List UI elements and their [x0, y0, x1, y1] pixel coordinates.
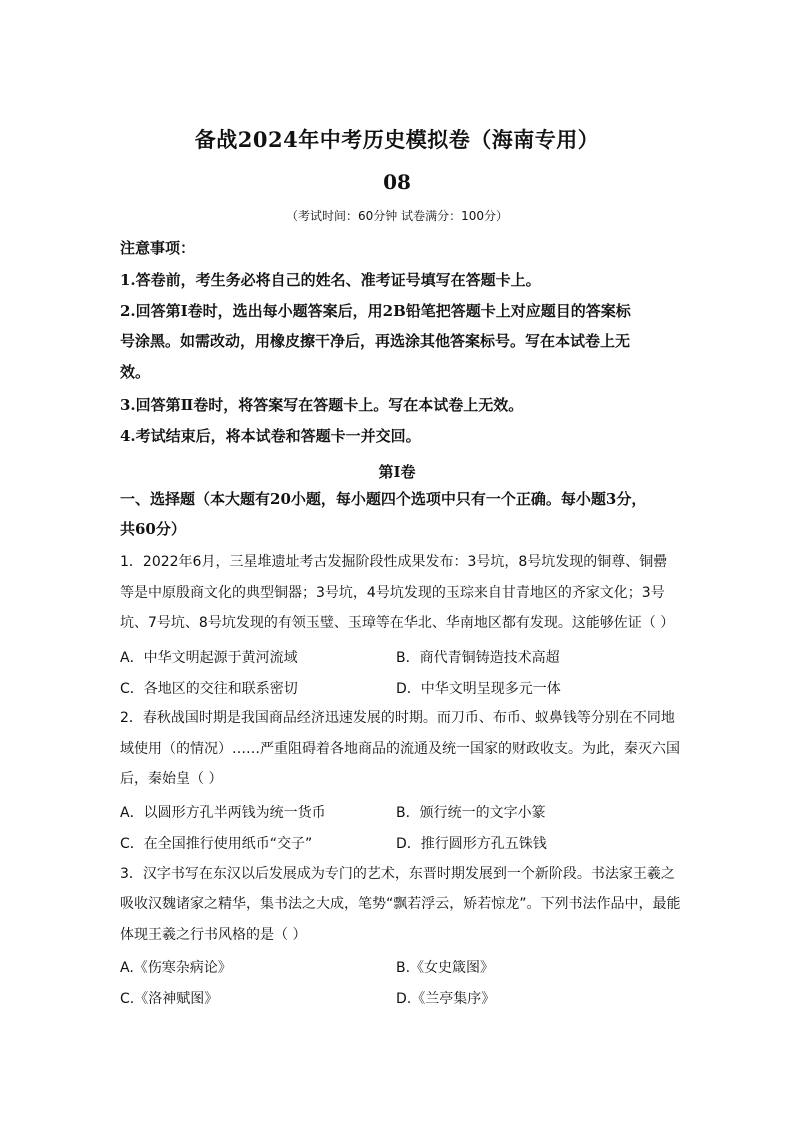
- q1-stem-line-2: 等是中原殷商文化的典型铜器；3号坑，4号坑发现的玉琮来自甘青地区的齐家文化；3号: [120, 585, 665, 601]
- notes-line-4: 效。: [120, 363, 151, 381]
- q3-option-a: A.《伤寒杂病论》: [120, 960, 232, 976]
- notes-line-6: 4.考试结束后，将本试卷和答题卡一并交回。: [120, 427, 421, 445]
- q3-option-d: D.《兰亭集序》: [396, 991, 496, 1007]
- notes-line-1: 1.答卷前，考生务必将自己的姓名、准考证号填写在答题卡上。: [120, 271, 541, 289]
- q3-stem-line-1: 3．汉字书写在东汉以后发展成为专门的艺术，东晋时期发展到一个新阶段。书法家王羲之: [120, 866, 675, 882]
- part-heading-line-1: 一、选择题（本大题有20小题，每小题四个选项中只有一个正确。每小题3分，: [120, 490, 647, 508]
- volume-heading: 第Ⅰ卷: [378, 463, 416, 481]
- q3-option-b: B.《女史箴图》: [396, 960, 495, 976]
- q3-option-c: C.《洛神赋图》: [120, 991, 219, 1007]
- notes-line-2: 2.回答第Ⅰ卷时，选出每小题答案后，用2B铅笔把答题卡上对应题目的答案标: [120, 302, 631, 320]
- notes-heading: 注意事项：: [120, 239, 196, 257]
- q1-option-b: B．商代青铜铸造技术高超: [396, 650, 560, 666]
- notes-line-5: 3.回答第Ⅱ卷时，将答案写在答题卡上。写在本试卷上无效。: [120, 396, 524, 414]
- q1-stem-line-3: 坑、7号坑、8号坑发现的有领玉璧、玉璋等在华北、华南地区都有发现。这能够佐证（ ）: [120, 615, 675, 631]
- exam-number: 08: [383, 170, 411, 194]
- part-heading-line-2: 共60分）: [120, 520, 186, 538]
- q2-stem-line-3: 后，秦始皇（ ）: [120, 771, 223, 787]
- q1-option-c: C．各地区的交往和联系密切: [120, 681, 298, 697]
- q1-option-a: A．中华文明起源于黄河流域: [120, 650, 298, 666]
- q1-option-d: D．中华文明呈现多元一体: [396, 681, 561, 697]
- q1-stem-line-1: 1．2022年6月，三星堆遗址考古发掘阶段性成果发布：3号坑，8号坑发现的铜尊、铜罍: [120, 554, 668, 570]
- exam-time-note: （考试时间：60分钟 试卷满分：100分）: [286, 209, 508, 223]
- q2-option-b: B．颁行统一的文字小篆: [396, 805, 546, 821]
- q3-stem-line-2: 吸收汉魏诸家之精华，集书法之大成，笔势“飘若浮云，矫若惊龙”。下列书法作品中，最能: [120, 896, 681, 912]
- q3-stem-line-3: 体现王羲之行书风格的是（ ）: [120, 927, 307, 943]
- q2-option-d: D．推行圆形方孔五铢钱: [396, 836, 547, 852]
- q2-option-c: C．在全国推行使用纸币“交子”: [120, 836, 313, 852]
- notes-line-3: 号涂黑。如需改动，用橡皮擦干净后，再选涂其他答案标号。写在本试卷上无: [120, 332, 631, 350]
- q2-stem-line-1: 2．春秋战国时期是我国商品经济迅速发展的时期。而刀币、布币、蚁鼻钱等分别在不同地: [120, 710, 675, 726]
- exam-title: 备战2024年中考历史模拟卷（海南专用）: [194, 127, 600, 152]
- q2-option-a: A．以圆形方孔半两钱为统一货币: [120, 805, 326, 821]
- q2-stem-line-2: 域使用（的情况）……严重阻碍着各地商品的流通及统一国家的财政收支。为此，秦灭六国: [120, 741, 680, 757]
